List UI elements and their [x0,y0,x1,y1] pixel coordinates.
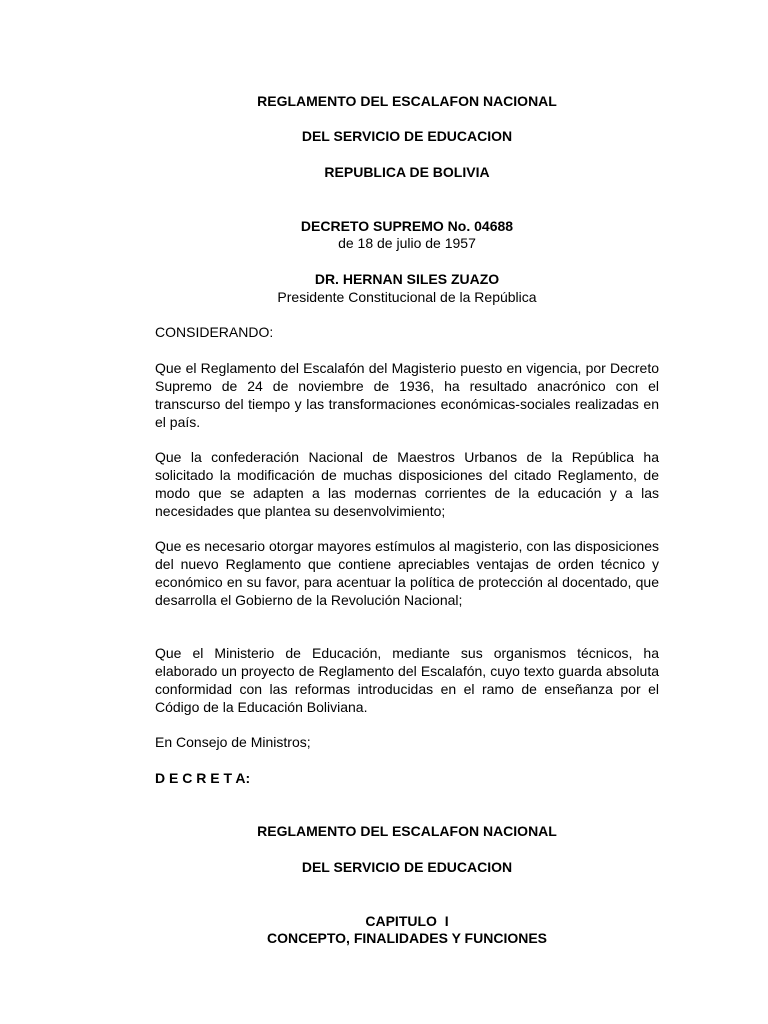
document-title-line-1: REGLAMENTO DEL ESCALAFON NACIONAL [257,93,557,109]
president-name: DR. HERNAN SILES ZUAZO [314,271,500,287]
regulation-title-line-2: DEL SERVICIO DE EDUCACION [301,859,513,875]
considerando-paragraph-2: Que la confederación Nacional de Maestros Urbanos de la República ha solicitado la modificación de muchas disposiciones del citado Reglamento, de modo que se adapten a las modernas corrientes de la educación y a las necesidades que plantea su desenvolvimiento; [155,449,659,519]
document-title-line-2: DEL SERVICIO DE EDUCACION [301,128,513,144]
council-statement: En Consejo de Ministros; [155,734,311,750]
considerando-heading: CONSIDERANDO: [155,324,274,340]
document-title-line-3: REPUBLICA DE BOLIVIA [324,164,490,180]
considerando-paragraph-3: Que es necesario otorgar mayores estímulos al magisterio, con las disposiciones del nuevo Reglamento que contiene apreciables ventajas de orden técnico y económico en su favor, para acentuar la política de protección al docentado, que desarrolla el Gobierno de la Revolución Nacional; [155,538,659,608]
chapter-title: CONCEPTO, FINALIDADES Y FUNCIONES [266,930,548,946]
president-role: Presidente Constitucional de la República [277,289,537,305]
regulation-title-line-1: REGLAMENTO DEL ESCALAFON NACIONAL [257,823,557,839]
decree-number: DECRETO SUPREMO No. 04688 [300,218,514,234]
considerando-paragraph-1: Que el Reglamento del Escalafón del Magisterio puesto en vigencia, por Decreto Supremo de 24 de noviembre de 1936, ha resultado anacrónico con el transcurso del tiempo y las transformaciones económicas-sociales realizadas en el país. [155,360,659,430]
decree-date: de 18 de julio de 1957 [338,235,476,251]
chapter-number: CAPITULO I [365,913,449,929]
decreta-heading: D E C R E T A: [155,770,251,786]
considerando-paragraph-4: Que el Ministerio de Educación, mediante sus organismos técnicos, ha elaborado un proyecto de Reglamento del Escalafón, cuyo texto guarda absoluta conformidad con las reformas introducidas en el ramo de enseñanza por el Código de la Educación Boliviana. [155,645,659,715]
